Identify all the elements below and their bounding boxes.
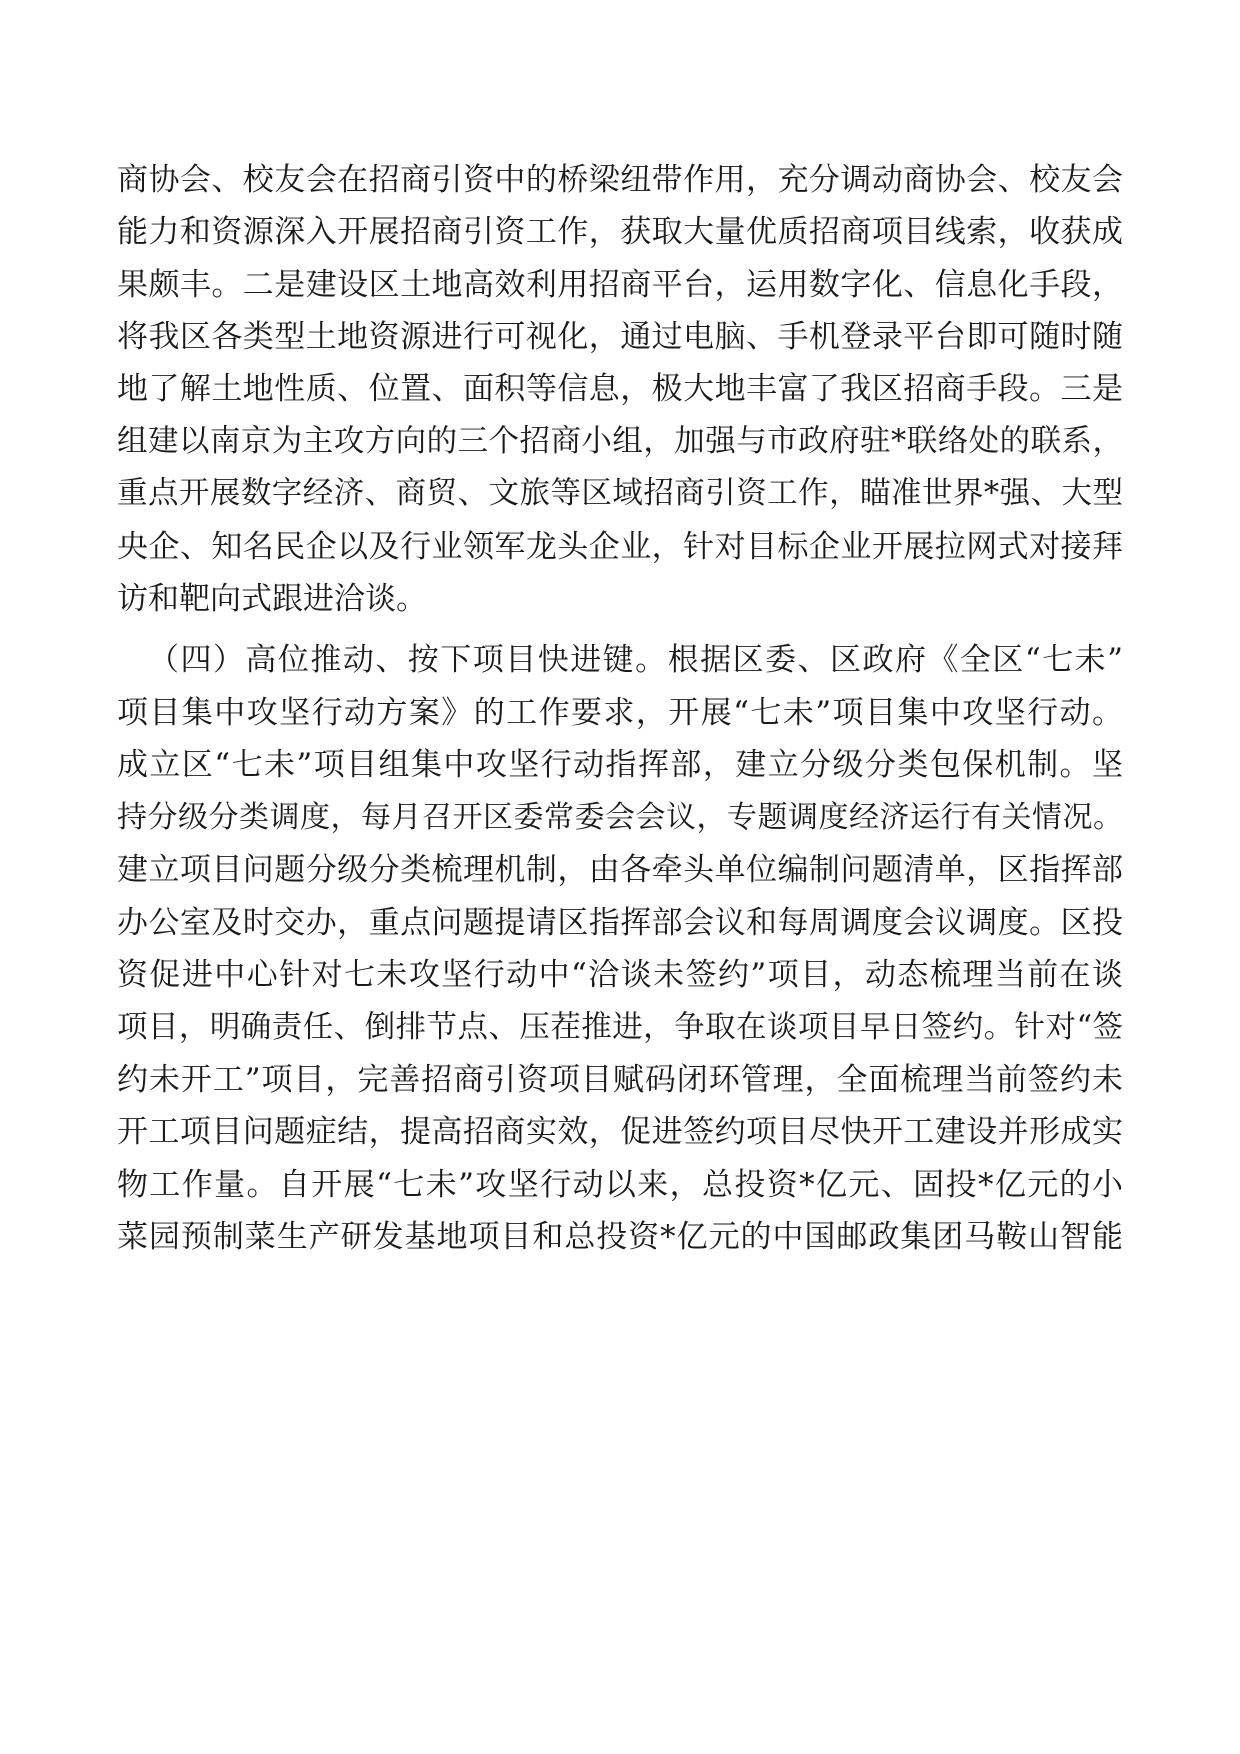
paragraph-2-line-6: 办公室及时交办，重点问题提请区指挥部会议和每周调度会议调度。区投 xyxy=(117,905,1123,941)
paragraph-2-line-3: 成立区“七未”项目组集中攻坚行动指挥部，建立分级分类包保机制。坚 xyxy=(117,747,1123,783)
paragraph-2-line-1: （四）高位推动、按下项目快进键。根据区委、区政府《全区“七未” xyxy=(148,642,1123,678)
paragraph-1-line-9: 访和靶向式跟进洽谈。 xyxy=(117,581,427,617)
paragraph-2-line-5: 建立项目问题分级分类梳理机制，由各牵头单位编制问题清单，区指挥部 xyxy=(117,852,1123,888)
paragraph-2-line-12: 菜园预制菜生产研发基地项目和总投资*亿元的中国邮政集团马鞍山智能 xyxy=(117,1219,1123,1255)
paragraph-1-line-7: 重点开展数字经济、商贸、文旅等区域招商引资工作，瞄准世界*强、大型 xyxy=(117,476,1123,511)
paragraph-2-line-9: 约未开工”项目，完善招商引资项目赋码闭环管理，全面梳理当前签约未 xyxy=(117,1062,1123,1098)
paragraph-1-line-6: 组建以南京为主攻方向的三个招商小组，加强与市政府驻*联络处的联系， xyxy=(117,424,1123,459)
paragraph-2-line-8: 项目，明确责任、倒排节点、压茬推进，争取在谈项目早日签约。针对“签 xyxy=(117,1010,1123,1045)
paragraph-1-line-4: 将我区各类型土地资源进行可视化，通过电脑、手机登录平台即可随时随 xyxy=(117,319,1123,355)
paragraph-1-line-2: 能力和资源深入开展招商引资工作，获取大量优质招商项目线索，收获成 xyxy=(117,214,1123,250)
paragraph-2-line-10: 开工项目问题症结，提高招商实效，促进签约项目尽快开工建设并形成实 xyxy=(117,1114,1123,1150)
paragraph-2-line-11: 物工作量。自开展“七未”攻坚行动以来，总投资*亿元、固投*亿元的小 xyxy=(117,1167,1123,1203)
paragraph-1-line-3: 果颇丰。二是建设区土地高效利用招商平台，运用数字化、信息化手段， xyxy=(117,267,1123,303)
paragraph-2-line-4: 持分级分类调度，每月召开区委常委会会议，专题调度经济运行有关情况。 xyxy=(117,800,1123,835)
paragraph-2-line-2: 项目集中攻坚行动方案》的工作要求，开展“七未”项目集中攻坚行动。 xyxy=(117,695,1123,731)
paragraph-2-line-7: 资促进中心针对七未攻坚行动中“洽谈未签约”项目，动态梳理当前在谈 xyxy=(117,957,1123,993)
paragraph-1-line-8: 央企、知名民企以及行业领军龙头企业，针对目标企业开展拉网式对接拜 xyxy=(117,529,1123,565)
paragraph-1-line-1: 商协会、校友会在招商引资中的桥梁纽带作用，充分调动商协会、校友会 xyxy=(117,162,1123,198)
paragraph-1-line-5: 地了解土地性质、位置、面积等信息，极大地丰富了我区招商手段。三是 xyxy=(117,371,1123,407)
